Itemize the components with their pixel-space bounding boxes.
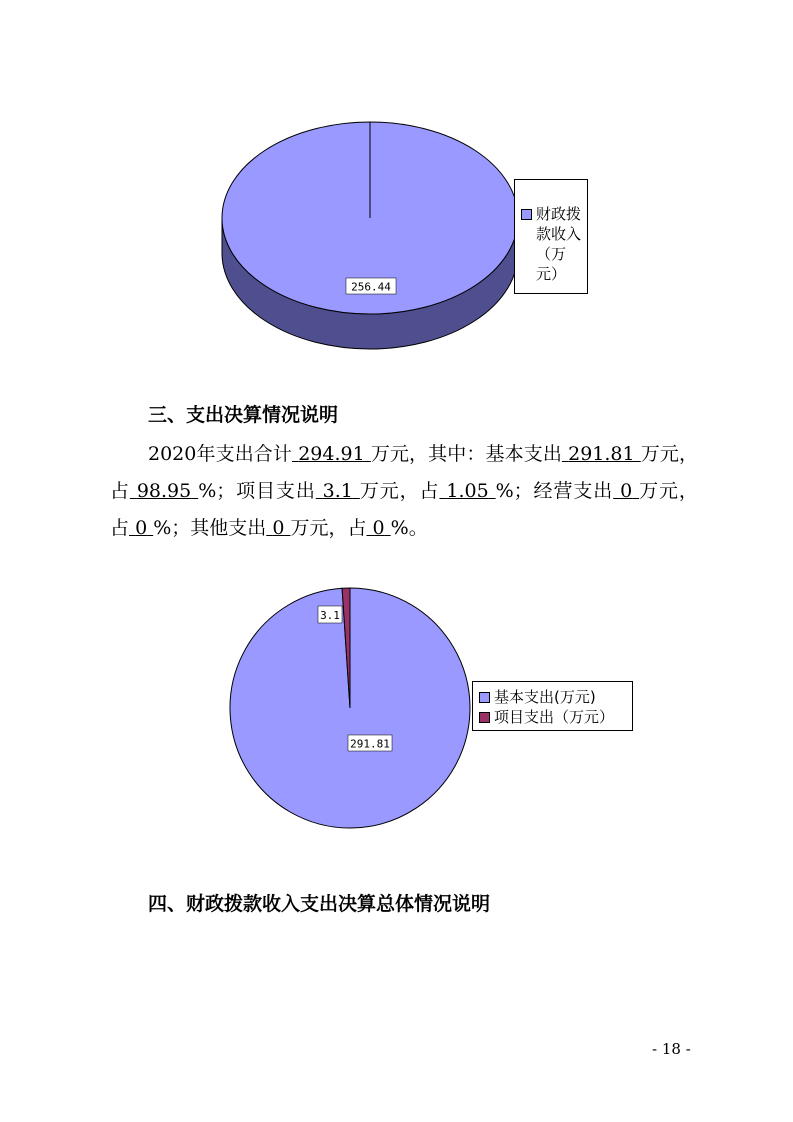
- para-text: 万元，其中：基本支出: [370, 443, 562, 465]
- project-expense-pct: 1.05: [446, 480, 489, 502]
- pie1-legend: [514, 179, 588, 294]
- pie2-legend-item-basic: [479, 687, 632, 707]
- income-pie-chart: [200, 120, 520, 355]
- legend-swatch-income: [521, 209, 532, 220]
- para-text: 万元，占: [290, 517, 367, 539]
- para-text: %；其他支出: [153, 517, 267, 539]
- section3-heading: 三、支出决算情况说明: [148, 404, 339, 426]
- basic-expense-value: 291.81: [568, 443, 635, 465]
- para-text: 2020年支出合计: [148, 443, 293, 465]
- para-text: 万元，占: [359, 480, 440, 502]
- operating-expense-value: 0: [620, 480, 633, 502]
- pie1-data-label: 256.44: [351, 280, 391, 294]
- other-expense-value: 0: [272, 517, 285, 539]
- legend-swatch-basic: [479, 692, 490, 703]
- project-expense-value: 3.1: [322, 480, 353, 502]
- legend-label-income: 财政拨款收入（万元）: [536, 205, 582, 283]
- para-text: %；经营支出: [495, 480, 614, 502]
- expense-pie-chart: [210, 570, 480, 840]
- pie2-data-label-project: 3.1: [320, 609, 340, 622]
- para-text: %；项目支出: [198, 480, 316, 502]
- operating-expense-pct: 0: [135, 517, 148, 539]
- pie2-legend-item-project: [479, 707, 632, 727]
- para-text: 万元，占: [110, 443, 698, 502]
- legend-swatch-project: [479, 712, 490, 723]
- other-expense-pct: 0: [372, 517, 385, 539]
- pie2-legend: [472, 681, 633, 731]
- total-expense-value: 294.91: [298, 443, 365, 465]
- basic-expense-pct: 98.95: [136, 480, 192, 502]
- section4-heading: 四、财政拨款收入支出决算总体情况说明: [148, 893, 491, 915]
- section3-paragraph: [110, 436, 698, 547]
- para-text: %。: [390, 517, 428, 539]
- legend-label-basic: 基本支出(万元): [494, 688, 596, 706]
- page-number: - 18 -: [652, 1040, 691, 1058]
- legend-label-project: 项目支出（万元）: [494, 708, 615, 726]
- pie2-data-label-basic: 291.81: [350, 737, 390, 751]
- pie1-legend-item: [521, 204, 587, 284]
- para-text: 万元，占: [110, 480, 698, 539]
